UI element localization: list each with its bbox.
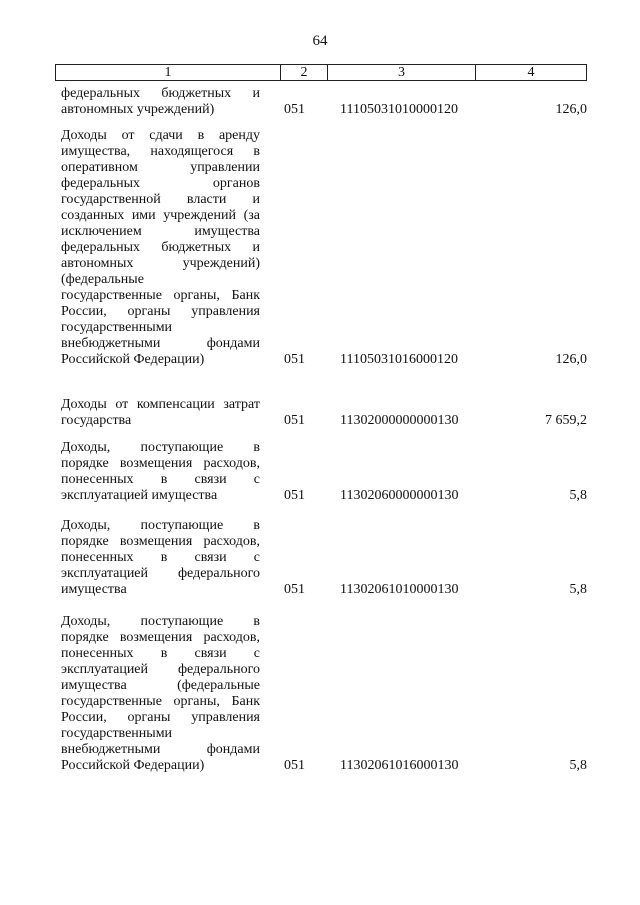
row-description [61,440,260,504]
description-line: федеральных бюджетных и [61,86,260,101]
description-line: Доходы от сдачи в аренду [61,128,260,143]
header-col-3: 3 [328,65,476,80]
description-line: государственной власти и [61,192,260,207]
description-line: понесенных в связи с [61,646,260,661]
description-line: Доходы, поступающие в [61,440,260,455]
description-line: порядке возмещения расходов, [61,456,260,471]
row-amount: 126,0 [555,102,587,117]
description-line: России, органы управления [61,304,260,319]
description-line: эксплуатацией федерального [61,566,260,581]
page-number: 64 [312,33,328,49]
description-line: государства [61,413,132,428]
description-line: понесенных в связи с [61,550,260,565]
description-line: порядке возмещения расходов, [61,630,260,645]
description-line: эксплуатацией федерального [61,662,260,677]
description-line: России, органы управления [61,710,260,725]
description-line: (федеральные [61,272,144,287]
row-amount: 5,8 [569,488,587,503]
row-admin-code: 051 [284,413,305,428]
row-admin-code: 051 [284,488,305,503]
row-budget-code: 11105031010000120 [340,102,458,117]
description-line: эксплуатацией имущества [61,488,218,503]
description-line: федеральных бюджетных и [61,240,260,255]
header-col-4: 4 [527,65,535,80]
table-header [55,64,587,81]
description-line: государственные органы, Банк [61,288,260,303]
row-description [61,128,260,368]
row-description [61,397,260,429]
row-admin-code: 051 [284,352,305,367]
description-line: Российской Федерации) [61,758,205,773]
description-line: имущества (федеральные [61,678,260,693]
row-budget-code: 11302000000000130 [340,413,459,428]
description-line: федеральных органов [61,176,260,191]
description-line: имущества [61,582,127,597]
row-budget-code: 11302061016000130 [340,758,459,773]
header-col-2: 2 [281,65,328,80]
description-line: автономных учреждений) [61,102,215,117]
description-line: порядке возмещения расходов, [61,534,260,549]
row-admin-code: 051 [284,582,305,597]
description-line: Доходы от компенсации затрат [61,397,260,412]
row-budget-code: 11302061010000130 [340,582,459,597]
description-line: внебюджетными фондами [61,336,260,351]
description-line: внебюджетными фондами [61,742,260,757]
description-line: имущества, находящегося в [61,144,260,159]
description-line: автономных учреждений) [61,256,260,271]
description-line: Доходы, поступающие в [61,614,260,629]
row-budget-code: 11302060000000130 [340,488,459,503]
row-amount: 126,0 [555,352,587,367]
row-admin-code: 051 [284,758,305,773]
row-budget-code: 11105031016000120 [340,352,458,367]
description-line: созданных ими учреждений (за [61,208,260,223]
row-description [61,614,260,774]
description-line: государственными [61,320,173,335]
description-line: Российской Федерации) [61,352,205,367]
row-amount: 5,8 [569,758,587,773]
row-amount: 5,8 [569,582,587,597]
description-line: исключением имущества [61,224,260,239]
row-description [61,86,260,118]
row-amount: 7 659,2 [545,413,587,428]
row-admin-code: 051 [284,102,305,117]
description-line: Доходы, поступающие в [61,518,260,533]
header-col-1: 1 [56,65,281,80]
description-line: понесенных в связи с [61,472,260,487]
description-line: оперативном управлении [61,160,260,175]
row-description [61,518,260,598]
description-line: государственные органы, Банк [61,694,260,709]
description-line: государственными [61,726,173,741]
